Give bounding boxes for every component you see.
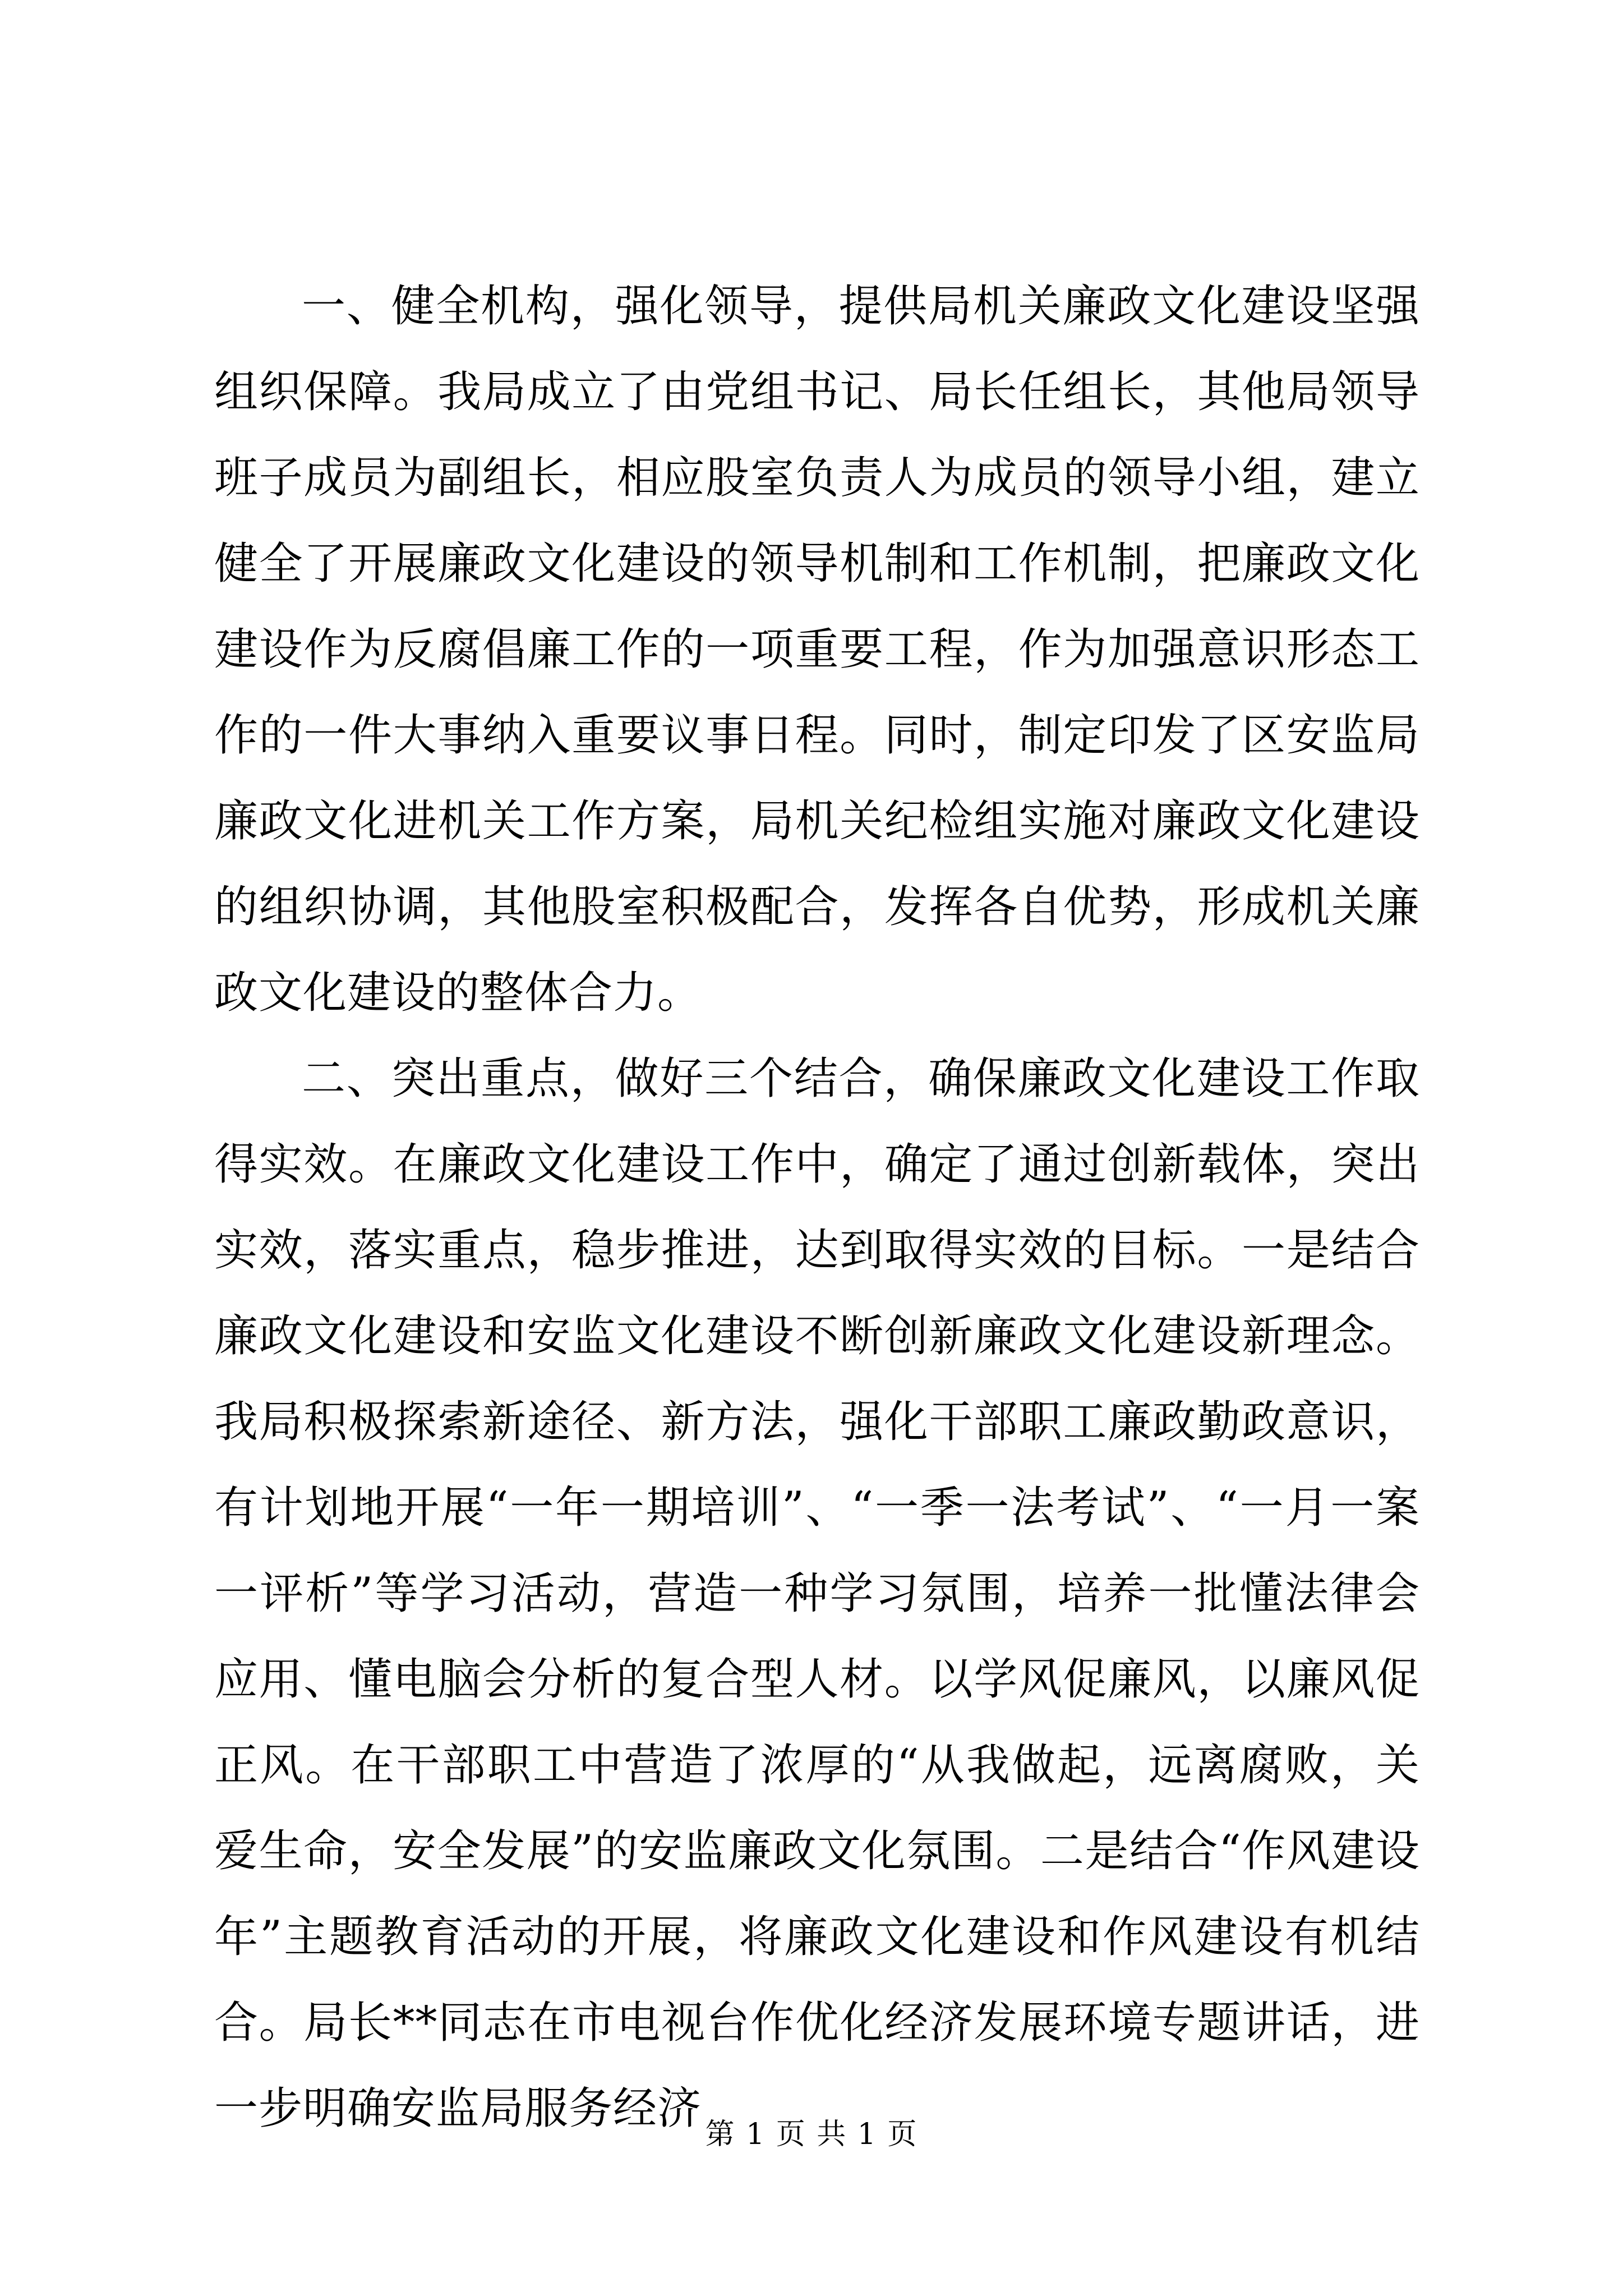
page-footer: 第 1 页 共 1 页 bbox=[705, 2118, 918, 2151]
paragraph-1: 一、健全机构，强化领导，提供局机关廉政文化建设坚强组织保障。我局成立了由党组书记、局长任组长，其他局领导班子成员为副组长，相应股室负责人为成员的领导小组，建立健全了开展廉政文化建设的领导机制和工作机制，把廉政文化建设作为反腐倡廉工作的一项重要工程，作为加强意识形态工作的一件大事纳入重要议事日程。同时，制定印发了区安监局廉政文化进机关工作方案，局机关纪检组实施对廉政文化建设的组织协调，其他股室积极配合，发挥各自优势，形成机关廉政文化建设的整体合力。 bbox=[214, 281, 1420, 1018]
paragraph-2: 二、突出重点，做好三个结合，确保廉政文化建设工作取得实效。在廉政文化建设工作中，确定了通过创新载体，突出实效，落实重点，稳步推进，达到取得实效的目标。一是结合廉政文化建设和安监文化建设不断创新廉政文化建设新理念。我局积极探索新途径、新方法，强化干部职工廉政勤政意识，有计划地开展“一年一期培训”、“一季一法考试”、“一月一案一评析”等学习活动，营造一种学习氛围，培养一批懂法律会应用、懂电脑会分析的复合型人材。以学风促廉风，以廉风促正风。在干部职工中营造了浓厚的“从我做起，远离腐败，关爱生命，安全发展”的安监廉政文化氛围。二是结合“作风建设年”主题教育活动的开展，将廉政文化建设和作风建设有机结合。局长**同志在市电视台作优化经济发展环境专题讲话，进一步明确安监局服务经济 bbox=[214, 1053, 1420, 2134]
document-body bbox=[214, 264, 1420, 2152]
